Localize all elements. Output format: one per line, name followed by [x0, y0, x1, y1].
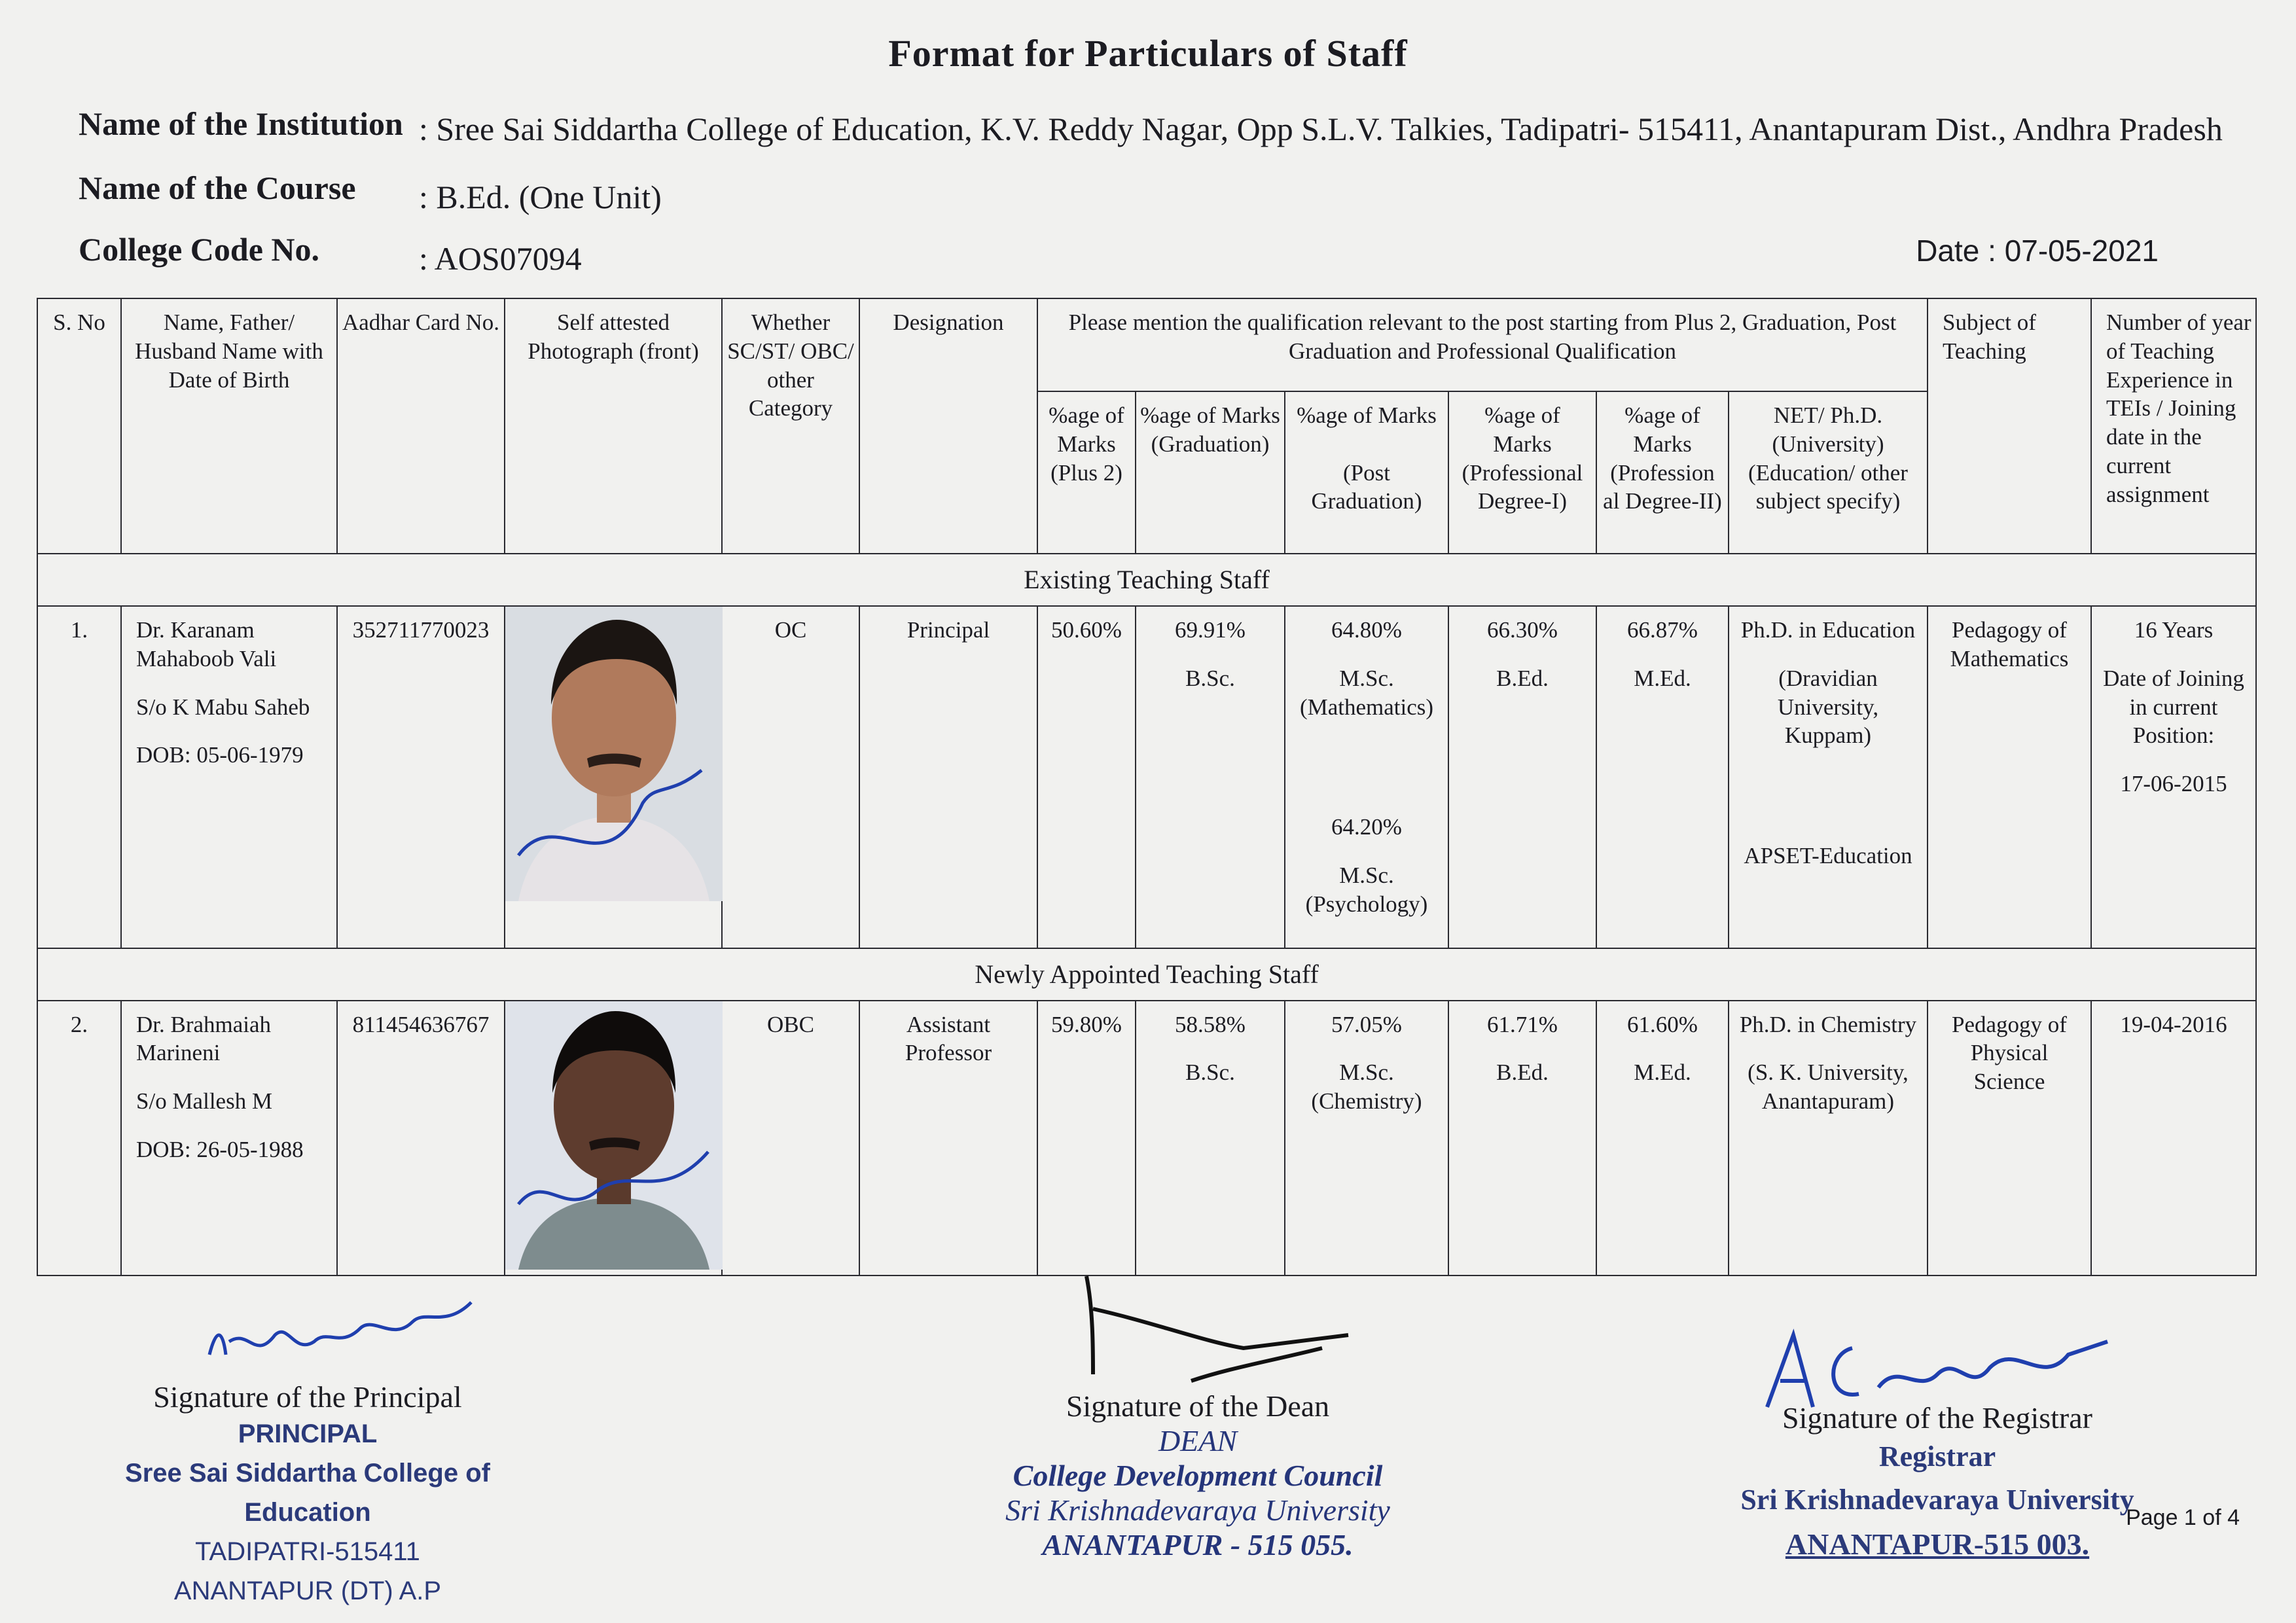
principal-stamp-district: ANANTAPUR (DT) A.P [173, 1577, 442, 1605]
row1-sno: 1. [37, 606, 121, 948]
row2-graduation [1136, 1001, 1285, 1275]
col-aadhar: Aadhar Card No. [337, 298, 505, 554]
row2-prof2-pct: 61.60% [1627, 1011, 1698, 1037]
row2-designation: Assistant Professor [859, 1001, 1037, 1275]
col-postgrad-a: %age of Marks [1297, 402, 1437, 429]
row1-prof1-pct: 66.30% [1487, 617, 1558, 643]
row2-net [1729, 1001, 1928, 1275]
row1-net-univ: (Dravidian University, Kuppam) [1777, 665, 1879, 749]
dean-stamp-council: College Development Council [1013, 1459, 1383, 1492]
col-category: Whether SC/ST/ OBC/ other Category [722, 298, 859, 554]
institution-label: Name of the Institution [79, 105, 403, 142]
col-name: Name, Father/ Husband Name with Date of Birth [121, 298, 337, 554]
row1-prof1 [1448, 606, 1596, 948]
row1-pg-pct: 64.80% [1331, 617, 1402, 643]
col-prof2: %age of Marks (Profession al Degree-II) [1596, 391, 1729, 554]
person-photo-icon [505, 1001, 723, 1270]
institution-value: : Sree Sai Siddartha College of Education, K.V. Reddy Nagar, Opp S.L.V. Talkies, Tadipatri- 515411, Anantapuram Dist., Andhra Pradesh [419, 111, 2223, 147]
row1-prof1-deg: B.Ed. [1496, 665, 1549, 691]
row2-plus2: 59.80% [1037, 1001, 1136, 1275]
row1-aadhar: 352711770023 [337, 606, 505, 948]
dean-stamp-title: DEAN [1158, 1424, 1238, 1457]
row2-grad-pct: 58.58% [1175, 1011, 1246, 1037]
principal-handwritten-signature-icon [196, 1289, 484, 1374]
col-plus2: %age of Marks (Plus 2) [1037, 391, 1136, 554]
staff-table [37, 298, 2257, 1276]
row1-experience-years: 16 Years [2134, 617, 2214, 643]
dean-handwritten-signature-icon [1073, 1270, 1361, 1387]
row2-aadhar: 811454636767 [337, 1001, 505, 1275]
document-title: Format for Particulars of Staff [888, 32, 1408, 75]
col-subject: Subject of Teaching [1928, 298, 2091, 554]
section-existing-label: Existing Teaching Staff [37, 554, 2256, 606]
row2-name-cell [121, 1001, 337, 1275]
row1-grad-deg: B.Sc. [1185, 665, 1235, 691]
row1-pg-deg: M.Sc. (Mathematics) [1299, 665, 1434, 720]
row1-name-cell [121, 606, 337, 948]
college-code-label: College Code No. [79, 231, 319, 268]
row1-prof2-deg: M.Ed. [1634, 665, 1691, 691]
row2-prof1 [1448, 1001, 1596, 1275]
college-code-value: : AOS07094 [419, 240, 582, 277]
row1-net [1729, 606, 1928, 948]
row1-grad-pct: 69.91% [1175, 617, 1246, 643]
col-net: NET/ Ph.D. (University) (Education/ other subject specify) [1729, 391, 1928, 554]
row1-plus2: 50.60% [1037, 606, 1136, 948]
course-value: : B.Ed. (One Unit) [419, 179, 662, 215]
col-photo: Self attested Photograph (front) [505, 298, 722, 554]
row1-net-extra: APSET-Education [1744, 843, 1912, 868]
row1-net-degree: Ph.D. in Education [1740, 617, 1916, 643]
row2-name: Dr. Brahmaiah Marineni [136, 1011, 272, 1066]
row1-designation: Principal [859, 606, 1037, 948]
principal-signature-block [98, 1380, 517, 1611]
principal-caption: Signature of the Principal [153, 1380, 462, 1414]
registrar-stamp-title: Registrar [1878, 1440, 1996, 1472]
col-designation: Designation [859, 298, 1037, 554]
registrar-signature-block [1689, 1400, 2186, 1567]
dean-stamp-city: ANANTAPUR - 515 055. [1042, 1528, 1354, 1561]
col-prof1: %age of Marks (Professional Degree-I) [1448, 391, 1596, 554]
registrar-stamp-university: Sri Krishnadevaraya University [1740, 1484, 2134, 1516]
principal-stamp-college: Sree Sai Siddartha College of Education [125, 1459, 490, 1527]
row1-name: Dr. Karanam Mahaboob Vali [136, 617, 277, 671]
col-postgrad [1285, 391, 1448, 554]
col-qualification: Please mention the qualification relevant to the post starting from Plus 2, Graduation, Post Graduation and Professional Qualification [1037, 298, 1928, 391]
dean-stamp-university: Sri Krishnadevaraya University [1005, 1493, 1390, 1527]
row1-graduation [1136, 606, 1285, 948]
row1-father: S/o K Mabu Saheb [136, 694, 310, 720]
row1-photo-cell [505, 606, 722, 948]
course-label: Name of the Course [79, 169, 356, 206]
row1-joining-label: Date of Joining in current Position: [2103, 665, 2244, 749]
principal-stamp-town: TADIPATRI-515411 [195, 1537, 420, 1566]
table-row [37, 1001, 2256, 1275]
row2-father: S/o Mallesh M [136, 1088, 273, 1114]
section-new [37, 948, 2256, 1001]
principal-stamp-title: PRINCIPAL [238, 1419, 378, 1448]
row1-pg2-pct: 64.20% [1331, 814, 1402, 840]
dean-signature-block [942, 1389, 1453, 1562]
row1-pg2-deg: M.Sc. (Psychology) [1305, 863, 1428, 917]
registrar-stamp-city: ANANTAPUR-515 003. [1785, 1527, 2090, 1561]
row2-sno: 2. [37, 1001, 121, 1275]
row1-experience [2091, 606, 2256, 948]
row2-pg-pct: 57.05% [1331, 1011, 1402, 1037]
section-new-label: Newly Appointed Teaching Staff [37, 948, 2256, 1001]
header-row [37, 298, 2256, 391]
row1-subject: Pedagogy of Mathematics [1928, 606, 2091, 948]
col-postgrad-b: (Post Graduation) [1311, 459, 1422, 514]
row2-grad-deg: B.Sc. [1185, 1060, 1235, 1086]
row2-photograph [505, 1001, 723, 1270]
row2-prof2-deg: M.Ed. [1634, 1060, 1691, 1086]
person-photo-icon [505, 607, 723, 901]
row2-net-degree: Ph.D. in Chemistry [1739, 1011, 1917, 1037]
col-sno: S. No [37, 298, 121, 554]
row2-prof1-pct: 61.71% [1487, 1011, 1558, 1037]
page-number: Page 1 of 4 [2126, 1505, 2240, 1530]
row1-photograph [505, 607, 723, 901]
row2-experience: 19-04-2016 [2091, 1001, 2256, 1275]
row1-joining-date: 17-06-2015 [2120, 771, 2227, 796]
row1-category: OC [722, 606, 859, 948]
row1-prof2-pct: 66.87% [1627, 617, 1698, 643]
dean-caption: Signature of the Dean [1066, 1389, 1330, 1423]
row2-category: OBC [722, 1001, 859, 1275]
col-experience: Number of year of Teaching Experience in TEIs / Joining date in the current assignment [2091, 298, 2256, 554]
row2-net-univ: (S. K. University, Anantapuram) [1748, 1060, 1909, 1114]
document-date: Date : 07-05-2021 [1916, 234, 2159, 268]
row2-prof1-deg: B.Ed. [1496, 1060, 1549, 1086]
row2-pg-deg: M.Sc. (Chemistry) [1311, 1060, 1422, 1114]
registrar-caption: Signature of the Registrar [1782, 1401, 2092, 1435]
section-existing [37, 554, 2256, 606]
row2-dob: DOB: 26-05-1988 [136, 1136, 304, 1162]
row2-postgrad [1285, 1001, 1448, 1275]
row1-postgrad [1285, 606, 1448, 948]
row2-prof2 [1596, 1001, 1729, 1275]
row2-photo-cell [505, 1001, 722, 1275]
col-graduation: %age of Marks (Graduation) [1136, 391, 1285, 554]
row1-prof2 [1596, 606, 1729, 948]
row1-dob: DOB: 05-06-1979 [136, 742, 304, 768]
table-row [37, 606, 2256, 948]
row2-subject: Pedagogy of Physical Science [1928, 1001, 2091, 1275]
